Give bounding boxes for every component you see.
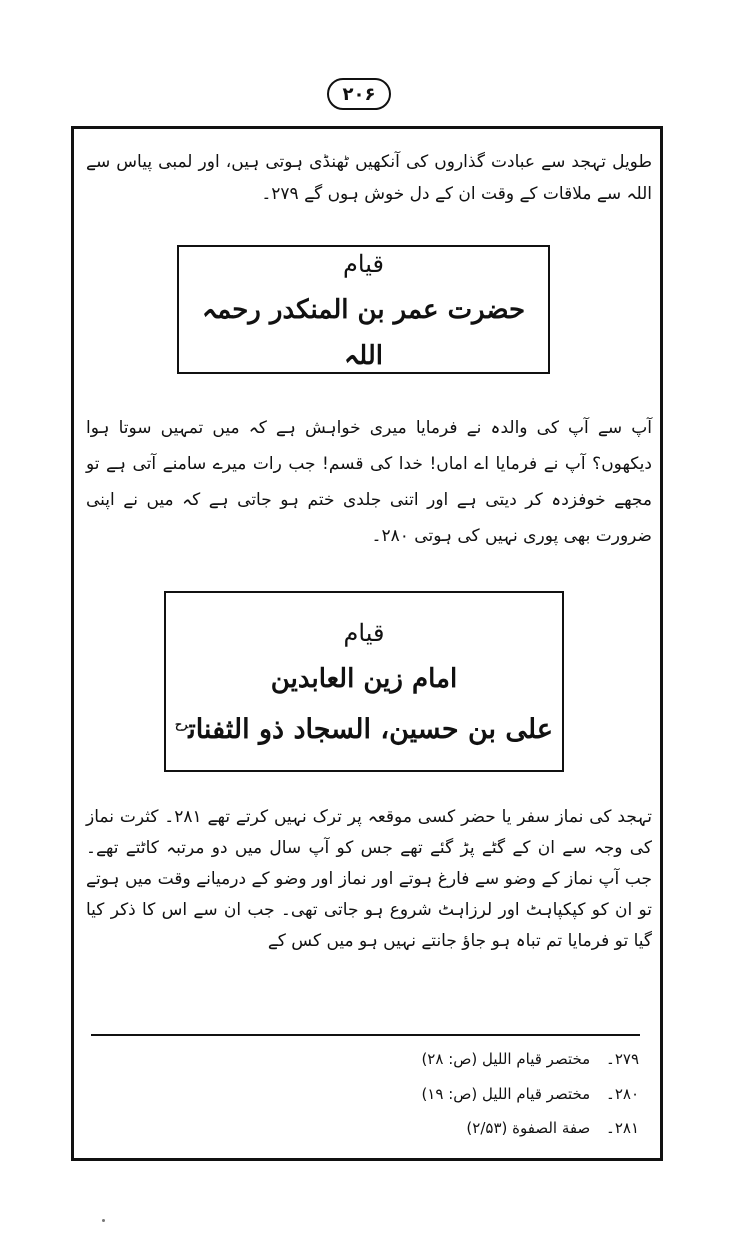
footnote-item xyxy=(199,1082,639,1106)
paragraph-mother-quote: آپ سے آپ کی والدہ نے فرمایا میری خواہش ہے کہ میں تمہیں سوتا ہوا دیکھوں؟ آپ نے فرمایا اے اماں! خدا کی قسم! جب رات میرے سامنے آتی ہے تو مجھے خوفزدہ کر دیتی ہے اور اتنی جلدی ختم ہو جاتی ہے کہ میں نے اپنی ضرورت بھی پوری نہیں کی ہوتی ۲۸۰۔ xyxy=(86,418,652,546)
honorific-mark: رح xyxy=(175,718,189,731)
paragraph-tahajjud: تہجد کی نماز سفر یا حضر کسی موقعہ پر ترک نہیں کرتے تھے ۲۸۱۔ کثرت نماز کی وجہ سے ان کے گٹے پڑ گئے تھے جس کو آپ سال میں دو مرتبہ کاٹتے تھے۔ جب آپ نماز کے وضو سے فارغ ہوتے اور نماز اور وضو کے درمیانے وقت میں ہوتے تو ان کو کپکپاہٹ اور لرزاہٹ شروع ہو جاتی تھی۔ جب ان سے اس کا ذکر کیا گیا تو فرمایا تم تباہ ہو جاؤ جانتے نہیں ہو میں کس کے xyxy=(86,807,652,951)
section-title-box-2 xyxy=(164,591,564,772)
footnote-text: صفة الصفوة (۲/۵۳) xyxy=(466,1119,591,1137)
footnote-item xyxy=(199,1116,639,1140)
section-person-lineage-2 xyxy=(166,702,562,753)
footnote-text: مختصر قیام اللیل (ص: ۱۹) xyxy=(421,1085,591,1103)
paragraph-intro: طویل تہجد سے عبادت گذاروں کی آنکھیں ٹھنڈی ہوتی ہیں، اور لمبی پیاس سے اللہ سے ملاقات کے وقت ان کے دل خوش ہوں گے ۲۷۹۔ xyxy=(86,152,652,204)
section-person-name-1: حضرت عمر بن المنکدر رحمہ اللہ xyxy=(201,294,526,371)
footnote-text: مختصر قیام اللیل (ص: ۲۸) xyxy=(421,1050,591,1068)
lineage-text: علی بن حسین، السجاد ذو الثفنات xyxy=(188,714,553,745)
footnote-number: ۲۷۹۔ xyxy=(606,1050,639,1068)
scan-speck xyxy=(102,1219,105,1222)
section-person-name-2: امام زین العابدین xyxy=(270,664,458,694)
footnote-item xyxy=(199,1047,639,1071)
footnote-divider xyxy=(91,1034,640,1036)
page-number: ۲۰۶ xyxy=(327,78,391,110)
footnote-number: ۲۸۱۔ xyxy=(606,1119,639,1137)
footnote-number: ۲۸۰۔ xyxy=(606,1085,639,1103)
section-title-box-1 xyxy=(177,245,550,374)
section-heading-2: قیام xyxy=(343,619,385,647)
section-heading-1: قیام xyxy=(343,249,384,278)
